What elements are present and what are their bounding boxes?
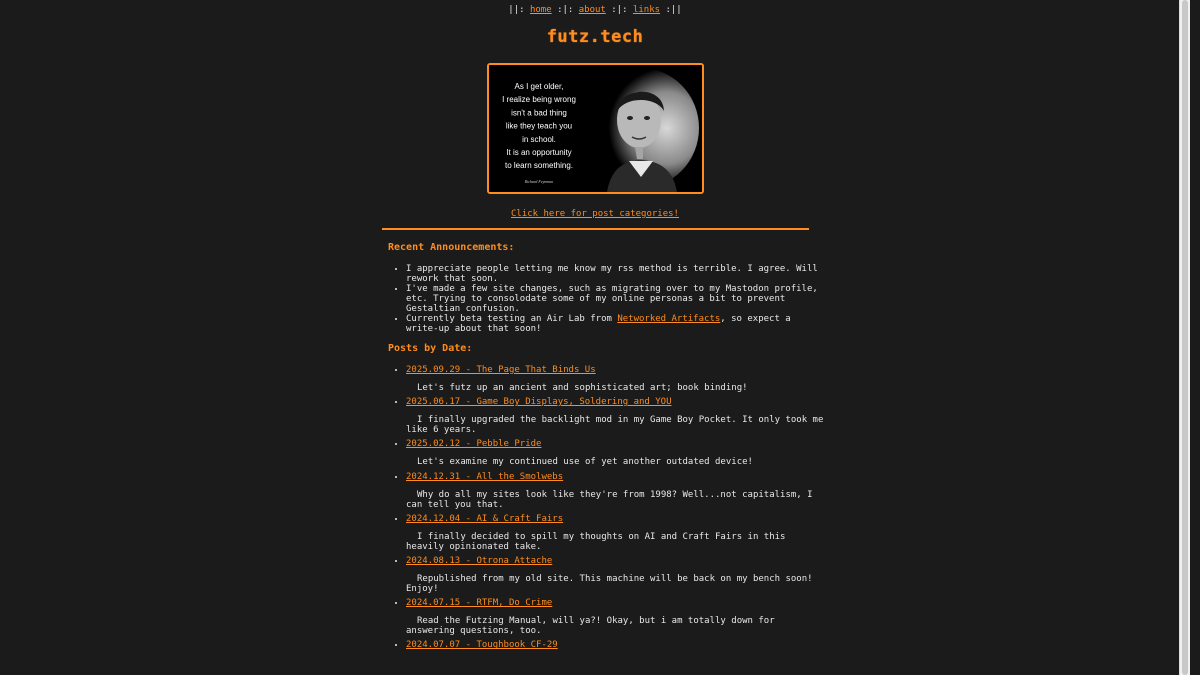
site-title: futz.tech bbox=[546, 27, 644, 47]
scrollbar[interactable] bbox=[1179, 0, 1190, 675]
post-description: I finally upgraded the backlight mod in my Game Boy Pocket. It only took me like 6 years. bbox=[406, 415, 824, 436]
nav-separator: :|: bbox=[551, 5, 579, 15]
post-item bbox=[406, 439, 826, 467]
quote-signature: Richard Feynman bbox=[524, 179, 554, 184]
post-link[interactable]: 2024.07.07 - Toughbook CF-29 bbox=[406, 640, 558, 651]
quote-line: I realize being wrong bbox=[502, 95, 576, 105]
categories-link-container bbox=[0, 209, 1190, 219]
scrollbar-thumb[interactable] bbox=[1182, 0, 1188, 675]
announcements-heading: Recent Announcements: bbox=[388, 242, 515, 253]
quote-text bbox=[502, 82, 576, 170]
nav-link-home[interactable]: home bbox=[529, 5, 552, 15]
posts-list bbox=[388, 365, 826, 655]
post-item bbox=[406, 556, 826, 594]
nav-separator: ||: bbox=[508, 5, 530, 15]
nav-link-about[interactable]: about bbox=[578, 5, 606, 15]
feynman-quote-graphic bbox=[489, 65, 702, 192]
announcement-item: • Currently beta testing an Air Lab from Networked Artifacts, so expect a write-up about that soon! bbox=[406, 314, 826, 334]
post-link[interactable]: 2024.08.13 - Otrona Attache bbox=[406, 556, 553, 567]
top-nav bbox=[0, 5, 1190, 15]
post-item bbox=[406, 472, 826, 510]
categories-link[interactable]: Click here for post categories! bbox=[511, 209, 679, 219]
post-link[interactable]: 2025.06.17 - Game Boy Displays, Soldering and YOU bbox=[406, 397, 672, 408]
quote-line: like they teach you bbox=[505, 121, 573, 131]
post-link[interactable]: 2024.12.31 - All the Smolwebs bbox=[406, 471, 564, 482]
post-description: I finally decided to spill my thoughts on AI and Craft Fairs in this heavily opinionated take. bbox=[406, 531, 786, 552]
post-item bbox=[406, 514, 826, 552]
divider bbox=[382, 228, 809, 230]
quote-line: isn't a bad thing bbox=[511, 108, 567, 118]
announcement-item: • I've made a few site changes, such as migrating over to my Mastodon profile, etc. Trying to consolodate some of my online personas a bit to prevent Gestaltian confusion. bbox=[406, 284, 826, 314]
announcement-item: • I appreciate people letting me know my rss method is terrible. I agree. Will rework that soon. bbox=[406, 264, 826, 284]
post-description: Let's futz up an ancient and sophisticated art; book binding! bbox=[417, 383, 748, 394]
quote-line: It is an opportunity bbox=[506, 148, 572, 157]
post-description: Read the Futzing Manual, will ya?! Okay, but i am totally down for answering questions, too. bbox=[406, 616, 775, 637]
hero-quote-image bbox=[487, 63, 704, 194]
post-link[interactable]: 2025.09.29 - The Page That Binds Us bbox=[406, 365, 596, 375]
quote-line: to learn something. bbox=[504, 161, 574, 171]
post-description: Republished from my old site. This machine will be back on my bench soon! Enjoy! bbox=[406, 574, 813, 595]
post-item bbox=[406, 640, 826, 650]
post-item bbox=[406, 365, 826, 393]
post-link[interactable]: 2024.12.04 - AI & Craft Fairs bbox=[406, 513, 564, 524]
post-description: Why do all my sites look like they're from 1998? Well...not capitalism, I can tell you that. bbox=[406, 489, 813, 510]
post-item bbox=[406, 397, 826, 435]
nav-separator: :|| bbox=[660, 5, 682, 15]
quote-line: As I get older, bbox=[514, 82, 564, 91]
posts-heading: Posts by Date: bbox=[388, 343, 473, 354]
networked-artifacts-link[interactable]: Networked Artifacts bbox=[617, 314, 721, 325]
post-link[interactable]: 2025.02.12 - Pebble Pride bbox=[406, 439, 542, 450]
nav-separator: :|: bbox=[605, 5, 633, 15]
post-link[interactable]: 2024.07.15 - RTFM, Do Crime bbox=[406, 598, 553, 609]
post-description: Let's examine my continued use of yet another outdated device! bbox=[417, 457, 753, 468]
nav-link-links[interactable]: links bbox=[632, 5, 661, 15]
announcements-list bbox=[388, 264, 826, 335]
quote-line: in school. bbox=[522, 134, 556, 144]
post-item bbox=[406, 598, 826, 636]
